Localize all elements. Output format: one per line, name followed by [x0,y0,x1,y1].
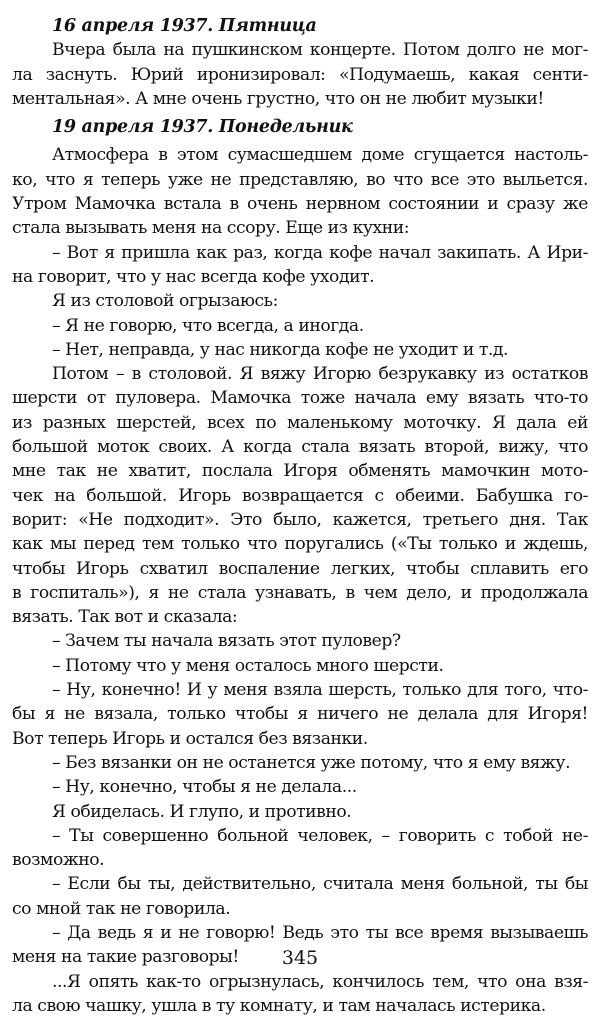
text-line: – Если бы ты, действительно, считала меня больной, ты бы [52,874,588,895]
text-line: шерсти от пуловера. Мамочка тоже начала ему вязать что-то [12,388,588,409]
text-line: – Ну, конечно, чтобы я не делала... [52,777,357,798]
text-line: ко, что я теперь уже не представляю, во что все это выльется. [12,169,588,190]
text-line: чтобы Игорь схватил воспаление легких, чтобы сплавить его [12,558,588,579]
text-line: из разных шерстей, всех по маленькому моточку. Я дала ей [12,412,588,433]
text-line: бы я не вязала, только чтобы я ничего не делала для Игоря! [12,704,588,725]
text-line: – Нет, неправда, у нас никогда кофе не уходит и т.д. [52,339,509,360]
text-line: – Вот я пришла как раз, когда кофе начал закипать. А Ири- [52,242,588,263]
text-line: мне так не хватит, послала Игоря обменять мамочкин мото- [12,461,588,482]
text-line: Утром Мамочка встала в очень нервном состоянии и сразу же [12,194,588,215]
text-line: – Ну, конечно! И у меня взяла шерсть, только для того, что- [52,680,588,701]
text-line: Вот теперь Игорь и остался без вязанки. [12,728,368,749]
diary-entry-2 [12,115,588,1018]
text-line: Потом – в столовой. Я вяжу Игорю безрукавку из остатков [52,364,588,385]
text-line: ла свою чашку, ушла в ту комнату, и там началась истерика. [12,995,546,1016]
text-line: ла заснуть. Юрий иронизировал: «Подумаешь, какая сенти- [12,64,588,85]
text-line: – Ты совершенно больной человек, – говорить с тобой не- [52,825,588,846]
text-line: Вчера была на пушкинском концерте. Потом долго не мог- [52,40,588,61]
text-line: – Потому что у меня осталось много шерсти. [52,655,444,676]
text-line: ментальная». А мне очень грустно, что он не любит музыки! [12,88,544,109]
text-line: со мной так не говорила. [12,898,231,919]
text-line: вязать. Так вот и сказала: [12,607,238,628]
page-number: 345 [281,947,319,969]
text-line: – Я не говорю, что всегда, а иногда. [52,315,364,336]
text-line: возможно. [12,850,105,871]
text-line: – Зачем ты начала вязать этот пуловер? [52,631,401,652]
text-line: – Без вязанки он не останется уже потому, что я ему вяжу. [52,752,571,773]
text-line: Я обиделась. И глупо, и противно. [52,801,352,822]
diary-entry-1 [12,14,588,111]
text-line: – Да ведь я и не говорю! Ведь это ты все время вызываешь [52,922,588,943]
text-line: Атмосфера в этом сумасшедшем доме сгущается настоль- [52,145,588,166]
text-line: ворит: «Не подходит». Это было, кажется, третьего дня. Так [12,509,588,530]
text-line: Я из столовой огрызаюсь: [52,291,278,312]
text-line: стала вызывать меня на ссору. Еще из кухни: [12,218,410,239]
text-line: чек на большой. Игорь возвращается с обеими. Бабушка го- [12,485,588,506]
text-line: ...Я опять как-то огрызнулась, кончилось тем, что она взя- [52,971,588,992]
text-line: на говорит, что у нас всегда кофе уходит. [12,266,375,287]
text-line: большой моток своих. А когда стала вязать второй, вижу, что [12,437,588,458]
entry-date-heading: 16 апреля 1937. Пятница [52,16,317,36]
entry-date-heading: 19 апреля 1937. Понедельник [52,117,353,138]
text-line: в госпиталь»), я не стала узнавать, в чем дело, и продолжала [12,582,588,603]
text-line: как мы перед тем только что поругались («Ты только и ждешь, [12,534,588,555]
text-line: меня на такие разговоры! [12,947,239,968]
